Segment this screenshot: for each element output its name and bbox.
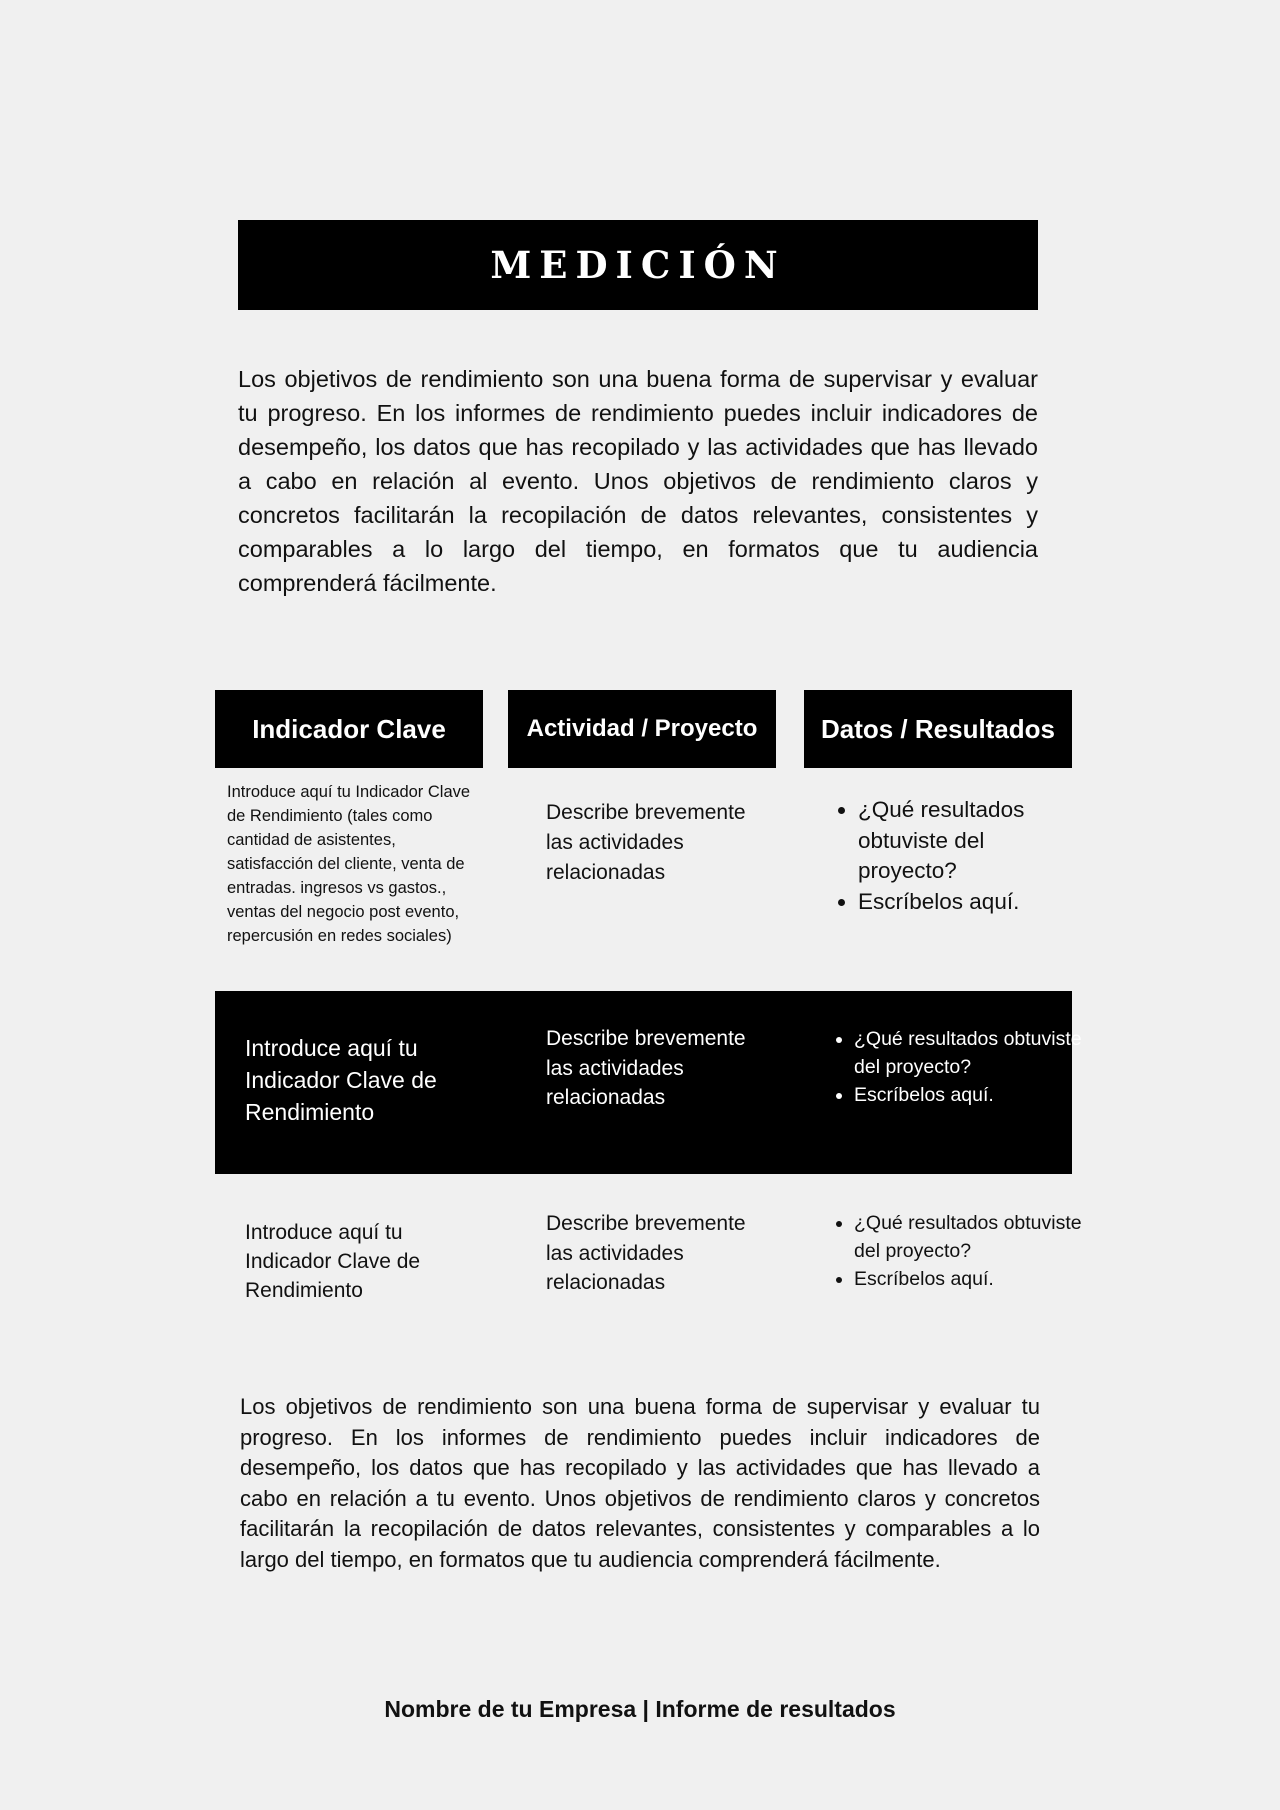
row-3-result-item: • ¿Qué resultados obtuviste del proyecto?	[854, 1209, 1104, 1265]
row-2-indicator: Introduce aquí tu Indicador Clave de Rendimiento	[245, 1035, 437, 1125]
row-1-results	[836, 795, 1088, 917]
row-2-results	[832, 1025, 1104, 1109]
row-3-result-item: • Escríbelos aquí.	[854, 1265, 1104, 1293]
page-title: MEDICIÓN	[490, 243, 786, 287]
row-1-result-item: • Escríbelos aquí.	[858, 887, 1088, 918]
table-header-indicator: Indicador Clave	[215, 690, 483, 768]
table-header-activity: Actividad / Proyecto	[508, 690, 776, 768]
row-3-activity: Describe brevemente las actividades relacionadas	[546, 1212, 746, 1294]
row-1-result-item: • ¿Qué resultados obtuviste del proyecto?	[858, 795, 1088, 887]
intro-paragraph: Los objetivos de rendimiento son una buena forma de supervisar y evaluar tu progreso. En los informes de rendimiento puedes incluir indicadores de desempeño, los datos que has recopilado y las actividades que has llevado a cabo en relación al evento. Unos objetivos de rendimiento claros y concretos facilitarán la recopilación de datos relevantes, consistentes y comparables a lo largo del tiempo, en formatos que tu audiencia comprenderá fácilmente.	[238, 366, 1038, 596]
row-2-result-item: • Escríbelos aquí.	[854, 1081, 1104, 1109]
table-header-results: Datos / Resultados	[804, 690, 1072, 768]
row-3-indicator: Introduce aquí tu Indicador Clave de Rendimiento	[245, 1221, 421, 1302]
outro-paragraph: Los objetivos de rendimiento son una buena forma de supervisar y evaluar tu progreso. En los informes de rendimiento puedes incluir indicadores de desempeño, los datos que has recopilado y las actividades que has llevado a cabo en relación a tu evento. Unos objetivos de rendimiento claros y concretos facilitarán la recopilación de datos relevantes, consistentes y comparables a lo largo del tiempo, en formatos que tu audiencia comprenderá fácilmente.	[240, 1394, 1040, 1572]
row-2-activity: Describe brevemente las actividades relacionadas	[546, 1027, 746, 1109]
footer-text: Nombre de tu Empresa | Informe de resultados	[384, 1696, 896, 1722]
row-3-results	[832, 1209, 1104, 1293]
row-2-result-item: • ¿Qué resultados obtuviste del proyecto?	[854, 1025, 1104, 1081]
title-banner	[238, 220, 1038, 310]
row-1-activity: Describe brevemente las actividades relacionadas	[546, 801, 746, 884]
row-1-indicator: Introduce aquí tu Indicador Clave de Rendimiento (tales como cantidad de asistentes, satisfacción del cliente, venta de entradas. ingresos vs gastos., ventas del negocio post evento, repercusión en redes sociales)	[227, 783, 471, 945]
